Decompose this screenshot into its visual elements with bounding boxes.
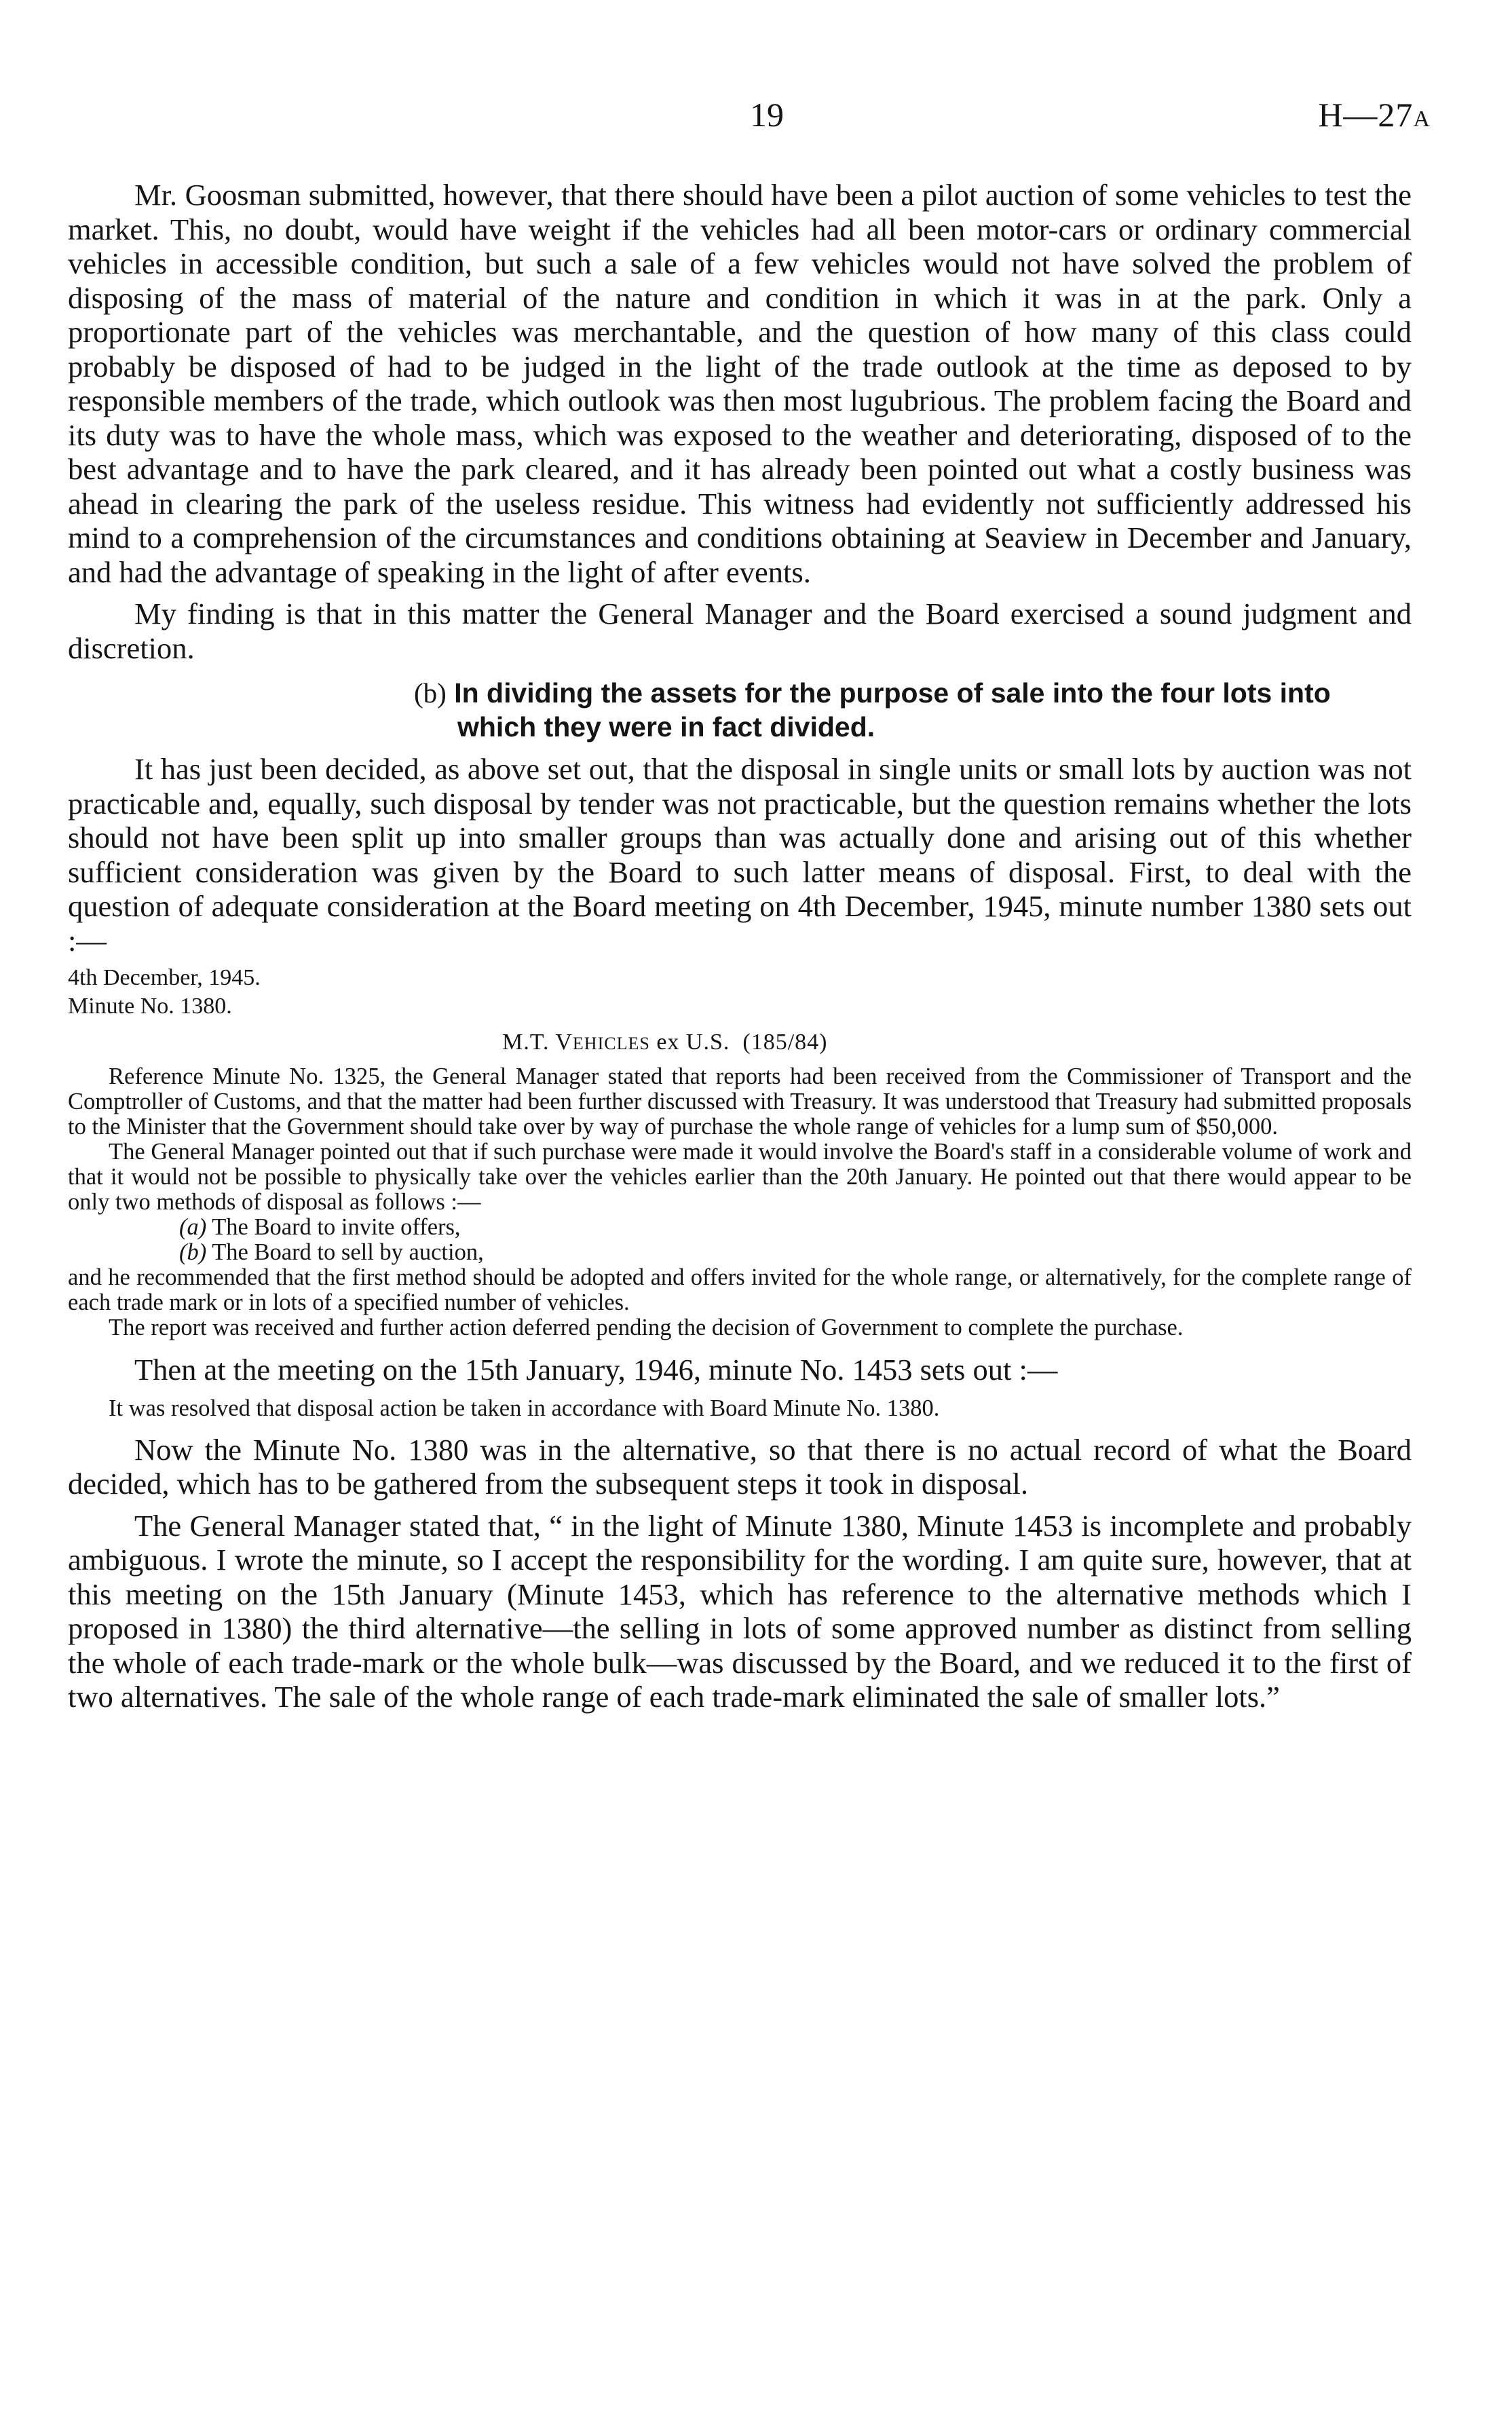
section-heading-mark: (b)	[414, 677, 447, 709]
minute-1380-block	[68, 965, 1412, 1340]
minute-paragraph-methods: The General Manager pointed out that if such purchase were made it would involve the Board's staff in a considerable volume of work and that it would not be possible to physically take over the vehicles earlier than the 20th January. He pointed out that there would appear to be only two methods of disposal as follows :—	[68, 1139, 1412, 1215]
quote-minute-1453: It was resolved that disposal action be taken in accordance with Board Minute No. 1380.	[109, 1395, 940, 1421]
minute-paragraph-recommendation: and he recommended that the first method should be adopted and offers invited for the whole range, or alternatively, for the complete range of each trade mark or in lots of a specified number of vehicles.	[68, 1264, 1412, 1315]
minute-title	[502, 1029, 1412, 1057]
minute-method-a	[179, 1215, 1412, 1240]
section-heading-text: In dividing the assets for the purpose of sale into the four lots into which they were in fact divided.	[454, 677, 1331, 742]
paragraph-finding: My finding is that in this matter the General Manager and the Board exercised a sound judgment and discretion.	[68, 597, 1412, 665]
minute-title-reference: (185/84)	[742, 1030, 828, 1055]
paragraph-minute-1453: Then at the meeting on the 15th January, 1946, minute No. 1453 sets out :—	[134, 1353, 1058, 1387]
paragraph-alternative: Now the Minute No. 1380 was in the alternative, so that there is no actual record of what the Board decided, which has to be gathered from the subsequent steps it took in disposal.	[68, 1432, 1412, 1501]
document-code-suffix: A	[1413, 107, 1431, 132]
minute-title-smallcaps: EHICLES	[572, 1034, 650, 1053]
paragraph-pilot-auction: Mr. Goosman submitted, however, that there should have been a pilot auction of some vehicles to test the market. This, no doubt, would have weight if the vehicles had all been motor-cars or ordinary commercial vehicles in accessible condition, but such a sale of a few vehicles would not have solved the problem of disposing of the mass of material of the nature and condition in which it was in at the park. Only a proportionate part of the vehicles was merchantable, and the question of how many of this class could probably be disposed of had to be judged in the light of the trade outlook at the time as deposed to by responsible members of the trade, which outlook was then most lugubrious. The problem facing the Board and its duty was to have the whole mass, which was exposed to the weather and deteriorating, disposed of to the best advantage and to have the park cleared, and it has already been pointed out what a costly business was ahead in clearing the park of the useless residue. This witness had evidently not sufficiently addressed his mind to a comprehension of the circumstances and conditions obtaining at Seaview in December and January, and had the advantage of speaking in the light of after events.	[68, 178, 1412, 589]
minute-number: Minute No. 1380.	[68, 994, 232, 1019]
page-body	[68, 178, 1412, 1722]
minute-paragraph-deferred: The report was received and further action deferred pending the decision of Government to complete the purchase.	[109, 1315, 1184, 1340]
minute-title-suffix: ex U.S.	[649, 1030, 730, 1055]
document-code-main: H—27	[1318, 96, 1414, 134]
minute-method-b-text: The Board to sell by auction,	[206, 1239, 484, 1265]
minute-title-prefix: M.T. V	[502, 1030, 573, 1055]
page-number: 19	[750, 96, 784, 134]
minute-method-b-label: (b)	[179, 1239, 207, 1265]
section-heading-b	[414, 676, 1412, 744]
minute-method-a-text: The Board to invite offers,	[206, 1214, 461, 1240]
minute-date: 4th December, 1945.	[68, 965, 261, 990]
paragraph-lots-question: It has just been decided, as above set out, that the disposal in single units or small lots by auction was not practicable and, equally, such disposal by tender was not practicable, but the question remains whether the lots should not have been split up into smaller groups than was actually done and arising out of this whether sufficient consideration was given by the Board to such latter means of disposal. First, to deal with the question of adequate consideration at the Board meeting on 4th December, 1945, minute number 1380 sets out :—	[68, 752, 1412, 958]
minute-method-b	[179, 1240, 1412, 1265]
minute-method-a-label: (a)	[179, 1214, 207, 1240]
page-header	[0, 95, 1512, 143]
paragraph-general-manager-statement: The General Manager stated that, “ in the light of Minute 1380, Minute 1453 is incomplete and probably ambiguous. I wrote the minute, so I accept the responsibility for the wording. I am quite sure, however, that at this meeting on the 15th January (Minute 1453, which has reference to the alternative methods which I proposed in 1380) the third alternative—the selling in lots of some approved number as distinct from selling the whole of each trade-mark or the whole bulk—was discussed by the Board, and we reduced it to the first of two alternatives. The sale of the whole range of each trade-mark eliminated the sale of smaller lots.”	[68, 1508, 1412, 1714]
document-code	[1318, 95, 1431, 134]
minute-paragraph-reference: Reference Minute No. 1325, the General Manager stated that reports had been received from the Commissioner of Transport and the Comptroller of Customs, and that the matter had been further discussed with Treasury. It was understood that Treasury had submitted proposals to the Minister that the Government should take over by way of purchase the whole range of vehicles for a lump sum of $50,000.	[68, 1063, 1412, 1140]
